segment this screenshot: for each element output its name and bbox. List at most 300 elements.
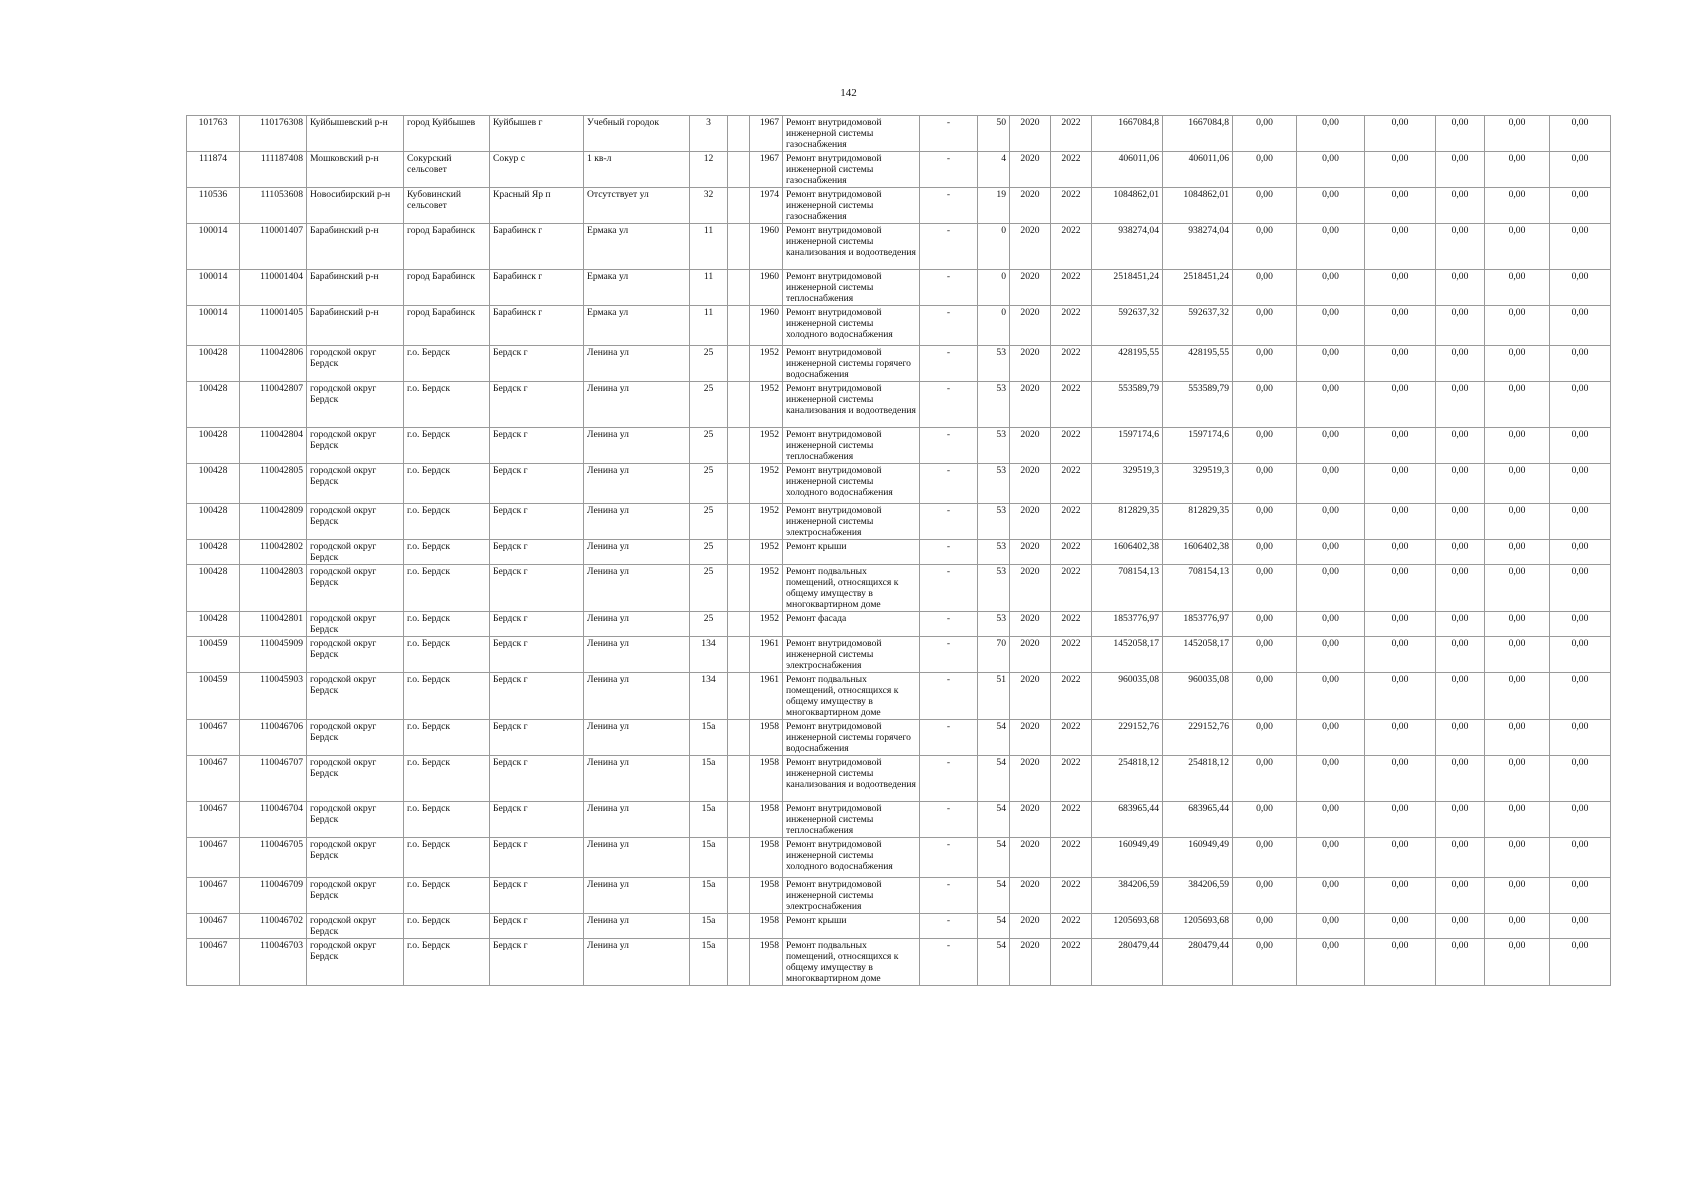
cell-fund-cost: 1084862,01 (1163, 188, 1233, 224)
cell-house-number: 134 (690, 673, 728, 720)
cell-district: Новосибирский р-н (307, 188, 404, 224)
cell-street: Ленина ул (584, 939, 690, 986)
cell-wear-percent: 51 (978, 673, 1010, 720)
cell-wear-percent: 54 (978, 939, 1010, 986)
cell-year-built: 1952 (750, 464, 783, 504)
cell-district: Барабинский р-н (307, 224, 404, 270)
cell-house-number: 15а (690, 838, 728, 878)
cell-fund-cost: 553589,79 (1163, 382, 1233, 428)
cell-owners-funds: 0,00 (1436, 116, 1485, 152)
cell-budget-regional: 0,00 (1297, 878, 1365, 914)
cell-object-id: 110046703 (240, 939, 307, 986)
cell-reserve: 0,00 (1550, 612, 1611, 637)
cell-building (728, 270, 750, 306)
cell-status: - (920, 428, 978, 464)
cell-fund-cost: 1597174,6 (1163, 428, 1233, 464)
cell-fund-cost: 254818,12 (1163, 756, 1233, 802)
cell-plan-end-year: 2022 (1051, 673, 1092, 720)
cell-work-type: Ремонт крыши (783, 914, 920, 939)
table-row (187, 540, 1611, 565)
cell-other-funds: 0,00 (1485, 637, 1550, 673)
cell-budget-federal: 0,00 (1233, 756, 1297, 802)
cell-house-id: 100428 (187, 346, 240, 382)
cell-plan-start-year: 2020 (1010, 914, 1051, 939)
table-row (187, 565, 1611, 612)
cell-district: городской округ Бердск (307, 612, 404, 637)
cell-other-funds: 0,00 (1485, 878, 1550, 914)
cell-street: Отсутствует ул (584, 188, 690, 224)
cell-house-number: 25 (690, 428, 728, 464)
cell-plan-start-year: 2020 (1010, 720, 1051, 756)
cell-work-type: Ремонт внутридомовой инженерной системы теплоснабжения (783, 802, 920, 838)
cell-locality: Барабинск г (490, 306, 584, 346)
table-row (187, 428, 1611, 464)
cell-budget-local: 0,00 (1365, 346, 1436, 382)
table-body (187, 116, 1611, 986)
cell-fund-cost: 1606402,38 (1163, 540, 1233, 565)
cell-total-cost: 428195,55 (1092, 346, 1163, 382)
cell-budget-regional: 0,00 (1297, 673, 1365, 720)
cell-total-cost: 1606402,38 (1092, 540, 1163, 565)
cell-budget-regional: 0,00 (1297, 756, 1365, 802)
cell-street: Ленина ул (584, 914, 690, 939)
cell-budget-federal: 0,00 (1233, 306, 1297, 346)
cell-year-built: 1974 (750, 188, 783, 224)
cell-plan-start-year: 2020 (1010, 540, 1051, 565)
cell-other-funds: 0,00 (1485, 756, 1550, 802)
cell-budget-regional: 0,00 (1297, 802, 1365, 838)
cell-year-built: 1958 (750, 939, 783, 986)
cell-building (728, 306, 750, 346)
page-number: 142 (840, 87, 857, 99)
cell-street: Ленина ул (584, 878, 690, 914)
cell-status: - (920, 540, 978, 565)
cell-status: - (920, 756, 978, 802)
table-row (187, 612, 1611, 637)
table-row (187, 270, 1611, 306)
cell-municipality: г.о. Бердск (404, 878, 490, 914)
cell-work-type: Ремонт внутридомовой инженерной системы теплоснабжения (783, 428, 920, 464)
cell-budget-local: 0,00 (1365, 188, 1436, 224)
cell-other-funds: 0,00 (1485, 428, 1550, 464)
cell-other-funds: 0,00 (1485, 382, 1550, 428)
table-row (187, 939, 1611, 986)
cell-house-number: 3 (690, 116, 728, 152)
cell-total-cost: 1205693,68 (1092, 914, 1163, 939)
cell-work-type: Ремонт фасада (783, 612, 920, 637)
cell-building (728, 756, 750, 802)
cell-year-built: 1958 (750, 802, 783, 838)
cell-work-type: Ремонт внутридомовой инженерной системы холодного водоснабжения (783, 464, 920, 504)
cell-plan-end-year: 2022 (1051, 382, 1092, 428)
cell-wear-percent: 54 (978, 720, 1010, 756)
cell-total-cost: 938274,04 (1092, 224, 1163, 270)
cell-plan-start-year: 2020 (1010, 224, 1051, 270)
cell-other-funds: 0,00 (1485, 540, 1550, 565)
cell-object-id: 110042801 (240, 612, 307, 637)
cell-object-id: 110046709 (240, 878, 307, 914)
cell-house-number: 134 (690, 637, 728, 673)
cell-municipality: город Куйбышев (404, 116, 490, 152)
cell-house-number: 15а (690, 914, 728, 939)
table-row (187, 152, 1611, 188)
cell-status: - (920, 565, 978, 612)
cell-district: городской округ Бердск (307, 565, 404, 612)
cell-building (728, 346, 750, 382)
cell-house-id: 100467 (187, 914, 240, 939)
cell-owners-funds: 0,00 (1436, 152, 1485, 188)
table-row (187, 306, 1611, 346)
cell-wear-percent: 54 (978, 878, 1010, 914)
cell-reserve: 0,00 (1550, 306, 1611, 346)
cell-other-funds: 0,00 (1485, 152, 1550, 188)
cell-street: Учебный городок (584, 116, 690, 152)
cell-owners-funds: 0,00 (1436, 540, 1485, 565)
cell-reserve: 0,00 (1550, 464, 1611, 504)
cell-reserve: 0,00 (1550, 720, 1611, 756)
cell-budget-federal: 0,00 (1233, 188, 1297, 224)
cell-building (728, 637, 750, 673)
cell-budget-regional: 0,00 (1297, 612, 1365, 637)
cell-budget-federal: 0,00 (1233, 802, 1297, 838)
cell-building (728, 428, 750, 464)
cell-budget-local: 0,00 (1365, 270, 1436, 306)
cell-status: - (920, 306, 978, 346)
cell-locality: Красный Яр п (490, 188, 584, 224)
cell-reserve: 0,00 (1550, 382, 1611, 428)
cell-owners-funds: 0,00 (1436, 914, 1485, 939)
cell-house-number: 15а (690, 802, 728, 838)
cell-other-funds: 0,00 (1485, 188, 1550, 224)
cell-budget-local: 0,00 (1365, 612, 1436, 637)
cell-house-number: 15а (690, 878, 728, 914)
cell-house-id: 100467 (187, 878, 240, 914)
cell-district: городской округ Бердск (307, 673, 404, 720)
cell-other-funds: 0,00 (1485, 464, 1550, 504)
cell-plan-start-year: 2020 (1010, 612, 1051, 637)
cell-district: городской округ Бердск (307, 540, 404, 565)
cell-fund-cost: 1452058,17 (1163, 637, 1233, 673)
cell-budget-regional: 0,00 (1297, 939, 1365, 986)
cell-reserve: 0,00 (1550, 939, 1611, 986)
cell-plan-end-year: 2022 (1051, 464, 1092, 504)
cell-plan-end-year: 2022 (1051, 504, 1092, 540)
cell-budget-federal: 0,00 (1233, 382, 1297, 428)
cell-year-built: 1960 (750, 306, 783, 346)
cell-municipality: город Барабинск (404, 306, 490, 346)
cell-wear-percent: 53 (978, 504, 1010, 540)
cell-work-type: Ремонт внутридомовой инженерной системы канализования и водоотведения (783, 756, 920, 802)
cell-wear-percent: 54 (978, 756, 1010, 802)
cell-total-cost: 1084862,01 (1092, 188, 1163, 224)
cell-owners-funds: 0,00 (1436, 270, 1485, 306)
cell-budget-local: 0,00 (1365, 637, 1436, 673)
table-row (187, 346, 1611, 382)
cell-plan-end-year: 2022 (1051, 720, 1092, 756)
cell-street: Ленина ул (584, 346, 690, 382)
cell-municipality: г.о. Бердск (404, 838, 490, 878)
cell-budget-local: 0,00 (1365, 720, 1436, 756)
cell-total-cost: 280479,44 (1092, 939, 1163, 986)
cell-budget-regional: 0,00 (1297, 152, 1365, 188)
cell-plan-start-year: 2020 (1010, 756, 1051, 802)
cell-year-built: 1967 (750, 152, 783, 188)
cell-object-id: 110001407 (240, 224, 307, 270)
cell-budget-federal: 0,00 (1233, 224, 1297, 270)
cell-status: - (920, 116, 978, 152)
cell-year-built: 1958 (750, 838, 783, 878)
cell-house-id: 100428 (187, 382, 240, 428)
cell-wear-percent: 19 (978, 188, 1010, 224)
cell-municipality: г.о. Бердск (404, 914, 490, 939)
cell-work-type: Ремонт внутридомовой инженерной системы теплоснабжения (783, 270, 920, 306)
cell-owners-funds: 0,00 (1436, 637, 1485, 673)
cell-fund-cost: 683965,44 (1163, 802, 1233, 838)
cell-other-funds: 0,00 (1485, 504, 1550, 540)
cell-status: - (920, 224, 978, 270)
cell-street: Ленина ул (584, 464, 690, 504)
cell-street: Ленина ул (584, 612, 690, 637)
cell-municipality: г.о. Бердск (404, 382, 490, 428)
cell-object-id: 110045909 (240, 637, 307, 673)
cell-year-built: 1952 (750, 346, 783, 382)
cell-wear-percent: 70 (978, 637, 1010, 673)
cell-district: городской округ Бердск (307, 838, 404, 878)
cell-reserve: 0,00 (1550, 428, 1611, 464)
cell-house-number: 32 (690, 188, 728, 224)
cell-house-number: 12 (690, 152, 728, 188)
cell-budget-federal: 0,00 (1233, 428, 1297, 464)
cell-house-id: 100428 (187, 540, 240, 565)
cell-total-cost: 812829,35 (1092, 504, 1163, 540)
cell-locality: Бердск г (490, 673, 584, 720)
cell-house-number: 25 (690, 565, 728, 612)
cell-year-built: 1961 (750, 637, 783, 673)
cell-object-id: 110042804 (240, 428, 307, 464)
cell-house-id: 111874 (187, 152, 240, 188)
cell-year-built: 1958 (750, 914, 783, 939)
cell-status: - (920, 673, 978, 720)
cell-year-built: 1952 (750, 565, 783, 612)
cell-reserve: 0,00 (1550, 756, 1611, 802)
cell-building (728, 914, 750, 939)
cell-owners-funds: 0,00 (1436, 939, 1485, 986)
cell-work-type: Ремонт внутридомовой инженерной системы газоснабжения (783, 152, 920, 188)
cell-work-type: Ремонт внутридомовой инженерной системы холодного водоснабжения (783, 838, 920, 878)
cell-object-id: 110042802 (240, 540, 307, 565)
cell-other-funds: 0,00 (1485, 346, 1550, 382)
cell-total-cost: 553589,79 (1092, 382, 1163, 428)
cell-locality: Бердск г (490, 878, 584, 914)
cell-work-type: Ремонт внутридомовой инженерной системы канализования и водоотведения (783, 382, 920, 428)
cell-fund-cost: 812829,35 (1163, 504, 1233, 540)
cell-total-cost: 406011,06 (1092, 152, 1163, 188)
cell-district: городской округ Бердск (307, 464, 404, 504)
cell-locality: Бердск г (490, 428, 584, 464)
cell-house-id: 100428 (187, 464, 240, 504)
cell-plan-end-year: 2022 (1051, 224, 1092, 270)
cell-wear-percent: 53 (978, 428, 1010, 464)
cell-status: - (920, 914, 978, 939)
cell-building (728, 838, 750, 878)
cell-owners-funds: 0,00 (1436, 306, 1485, 346)
cell-district: городской округ Бердск (307, 878, 404, 914)
cell-house-id: 100428 (187, 504, 240, 540)
cell-work-type: Ремонт подвальных помещений, относящихся к общему имуществу в многоквартирном доме (783, 565, 920, 612)
cell-status: - (920, 878, 978, 914)
cell-district: Барабинский р-н (307, 270, 404, 306)
cell-building (728, 464, 750, 504)
cell-house-number: 15а (690, 756, 728, 802)
cell-fund-cost: 1853776,97 (1163, 612, 1233, 637)
cell-owners-funds: 0,00 (1436, 224, 1485, 270)
cell-street: Ленина ул (584, 504, 690, 540)
cell-work-type: Ремонт крыши (783, 540, 920, 565)
cell-locality: Бердск г (490, 838, 584, 878)
cell-district: городской округ Бердск (307, 939, 404, 986)
cell-wear-percent: 54 (978, 914, 1010, 939)
cell-budget-local: 0,00 (1365, 382, 1436, 428)
table-row (187, 382, 1611, 428)
cell-reserve: 0,00 (1550, 565, 1611, 612)
cell-reserve: 0,00 (1550, 116, 1611, 152)
cell-work-type: Ремонт внутридомовой инженерной системы электроснабжения (783, 878, 920, 914)
cell-object-id: 110001405 (240, 306, 307, 346)
cell-object-id: 110046707 (240, 756, 307, 802)
cell-status: - (920, 939, 978, 986)
cell-fund-cost: 406011,06 (1163, 152, 1233, 188)
cell-fund-cost: 1667084,8 (1163, 116, 1233, 152)
cell-building (728, 152, 750, 188)
cell-total-cost: 708154,13 (1092, 565, 1163, 612)
cell-municipality: г.о. Бердск (404, 464, 490, 504)
cell-total-cost: 329519,3 (1092, 464, 1163, 504)
cell-other-funds: 0,00 (1485, 270, 1550, 306)
cell-reserve: 0,00 (1550, 540, 1611, 565)
table-row (187, 673, 1611, 720)
cell-house-number: 25 (690, 540, 728, 565)
cell-building (728, 188, 750, 224)
cell-owners-funds: 0,00 (1436, 838, 1485, 878)
cell-district: Куйбышевский р-н (307, 116, 404, 152)
cell-object-id: 110042803 (240, 565, 307, 612)
cell-fund-cost: 280479,44 (1163, 939, 1233, 986)
cell-budget-federal: 0,00 (1233, 540, 1297, 565)
cell-budget-local: 0,00 (1365, 914, 1436, 939)
cell-plan-start-year: 2020 (1010, 878, 1051, 914)
cell-fund-cost: 428195,55 (1163, 346, 1233, 382)
cell-owners-funds: 0,00 (1436, 188, 1485, 224)
cell-work-type: Ремонт внутридомовой инженерной системы газоснабжения (783, 188, 920, 224)
cell-fund-cost: 938274,04 (1163, 224, 1233, 270)
cell-budget-regional: 0,00 (1297, 637, 1365, 673)
cell-plan-end-year: 2022 (1051, 914, 1092, 939)
cell-budget-federal: 0,00 (1233, 878, 1297, 914)
cell-house-number: 25 (690, 464, 728, 504)
cell-plan-start-year: 2020 (1010, 565, 1051, 612)
cell-total-cost: 960035,08 (1092, 673, 1163, 720)
cell-owners-funds: 0,00 (1436, 565, 1485, 612)
cell-street: Ленина ул (584, 565, 690, 612)
cell-plan-end-year: 2022 (1051, 346, 1092, 382)
cell-other-funds: 0,00 (1485, 116, 1550, 152)
cell-locality: Бердск г (490, 802, 584, 838)
cell-budget-regional: 0,00 (1297, 306, 1365, 346)
cell-owners-funds: 0,00 (1436, 428, 1485, 464)
cell-other-funds: 0,00 (1485, 939, 1550, 986)
cell-locality: Бердск г (490, 637, 584, 673)
cell-fund-cost: 2518451,24 (1163, 270, 1233, 306)
cell-municipality: г.о. Бердск (404, 612, 490, 637)
cell-municipality: г.о. Бердск (404, 637, 490, 673)
cell-district: Мошковский р-н (307, 152, 404, 188)
cell-budget-local: 0,00 (1365, 464, 1436, 504)
cell-fund-cost: 229152,76 (1163, 720, 1233, 756)
cell-wear-percent: 0 (978, 224, 1010, 270)
cell-reserve: 0,00 (1550, 152, 1611, 188)
cell-wear-percent: 4 (978, 152, 1010, 188)
cell-building (728, 504, 750, 540)
cell-fund-cost: 708154,13 (1163, 565, 1233, 612)
cell-building (728, 802, 750, 838)
cell-year-built: 1967 (750, 116, 783, 152)
cell-house-id: 100428 (187, 428, 240, 464)
cell-status: - (920, 802, 978, 838)
cell-locality: Бердск г (490, 464, 584, 504)
cell-object-id: 110001404 (240, 270, 307, 306)
cell-plan-start-year: 2020 (1010, 306, 1051, 346)
cell-status: - (920, 838, 978, 878)
cell-other-funds: 0,00 (1485, 306, 1550, 346)
cell-plan-start-year: 2020 (1010, 838, 1051, 878)
cell-plan-end-year: 2022 (1051, 152, 1092, 188)
cell-budget-federal: 0,00 (1233, 914, 1297, 939)
table-row (187, 637, 1611, 673)
cell-house-id: 100467 (187, 939, 240, 986)
cell-status: - (920, 188, 978, 224)
cell-work-type: Ремонт подвальных помещений, относящихся к общему имуществу в многоквартирном доме (783, 673, 920, 720)
cell-year-built: 1952 (750, 540, 783, 565)
cell-house-number: 11 (690, 270, 728, 306)
cell-object-id: 111053608 (240, 188, 307, 224)
cell-plan-end-year: 2022 (1051, 540, 1092, 565)
cell-work-type: Ремонт внутридомовой инженерной системы электроснабжения (783, 637, 920, 673)
cell-budget-local: 0,00 (1365, 939, 1436, 986)
cell-work-type: Ремонт подвальных помещений, относящихся к общему имуществу в многоквартирном доме (783, 939, 920, 986)
cell-district: городской округ Бердск (307, 504, 404, 540)
table-row (187, 802, 1611, 838)
cell-wear-percent: 54 (978, 838, 1010, 878)
cell-plan-start-year: 2020 (1010, 382, 1051, 428)
cell-budget-local: 0,00 (1365, 878, 1436, 914)
cell-building (728, 612, 750, 637)
cell-building (728, 720, 750, 756)
cell-locality: Барабинск г (490, 224, 584, 270)
table-row (187, 464, 1611, 504)
cell-plan-start-year: 2020 (1010, 428, 1051, 464)
cell-budget-local: 0,00 (1365, 756, 1436, 802)
cell-reserve: 0,00 (1550, 346, 1611, 382)
cell-status: - (920, 152, 978, 188)
cell-budget-local: 0,00 (1365, 565, 1436, 612)
cell-other-funds: 0,00 (1485, 612, 1550, 637)
cell-house-id: 100467 (187, 802, 240, 838)
cell-budget-regional: 0,00 (1297, 720, 1365, 756)
cell-budget-regional: 0,00 (1297, 464, 1365, 504)
cell-plan-end-year: 2022 (1051, 878, 1092, 914)
cell-plan-end-year: 2022 (1051, 565, 1092, 612)
cell-wear-percent: 0 (978, 306, 1010, 346)
